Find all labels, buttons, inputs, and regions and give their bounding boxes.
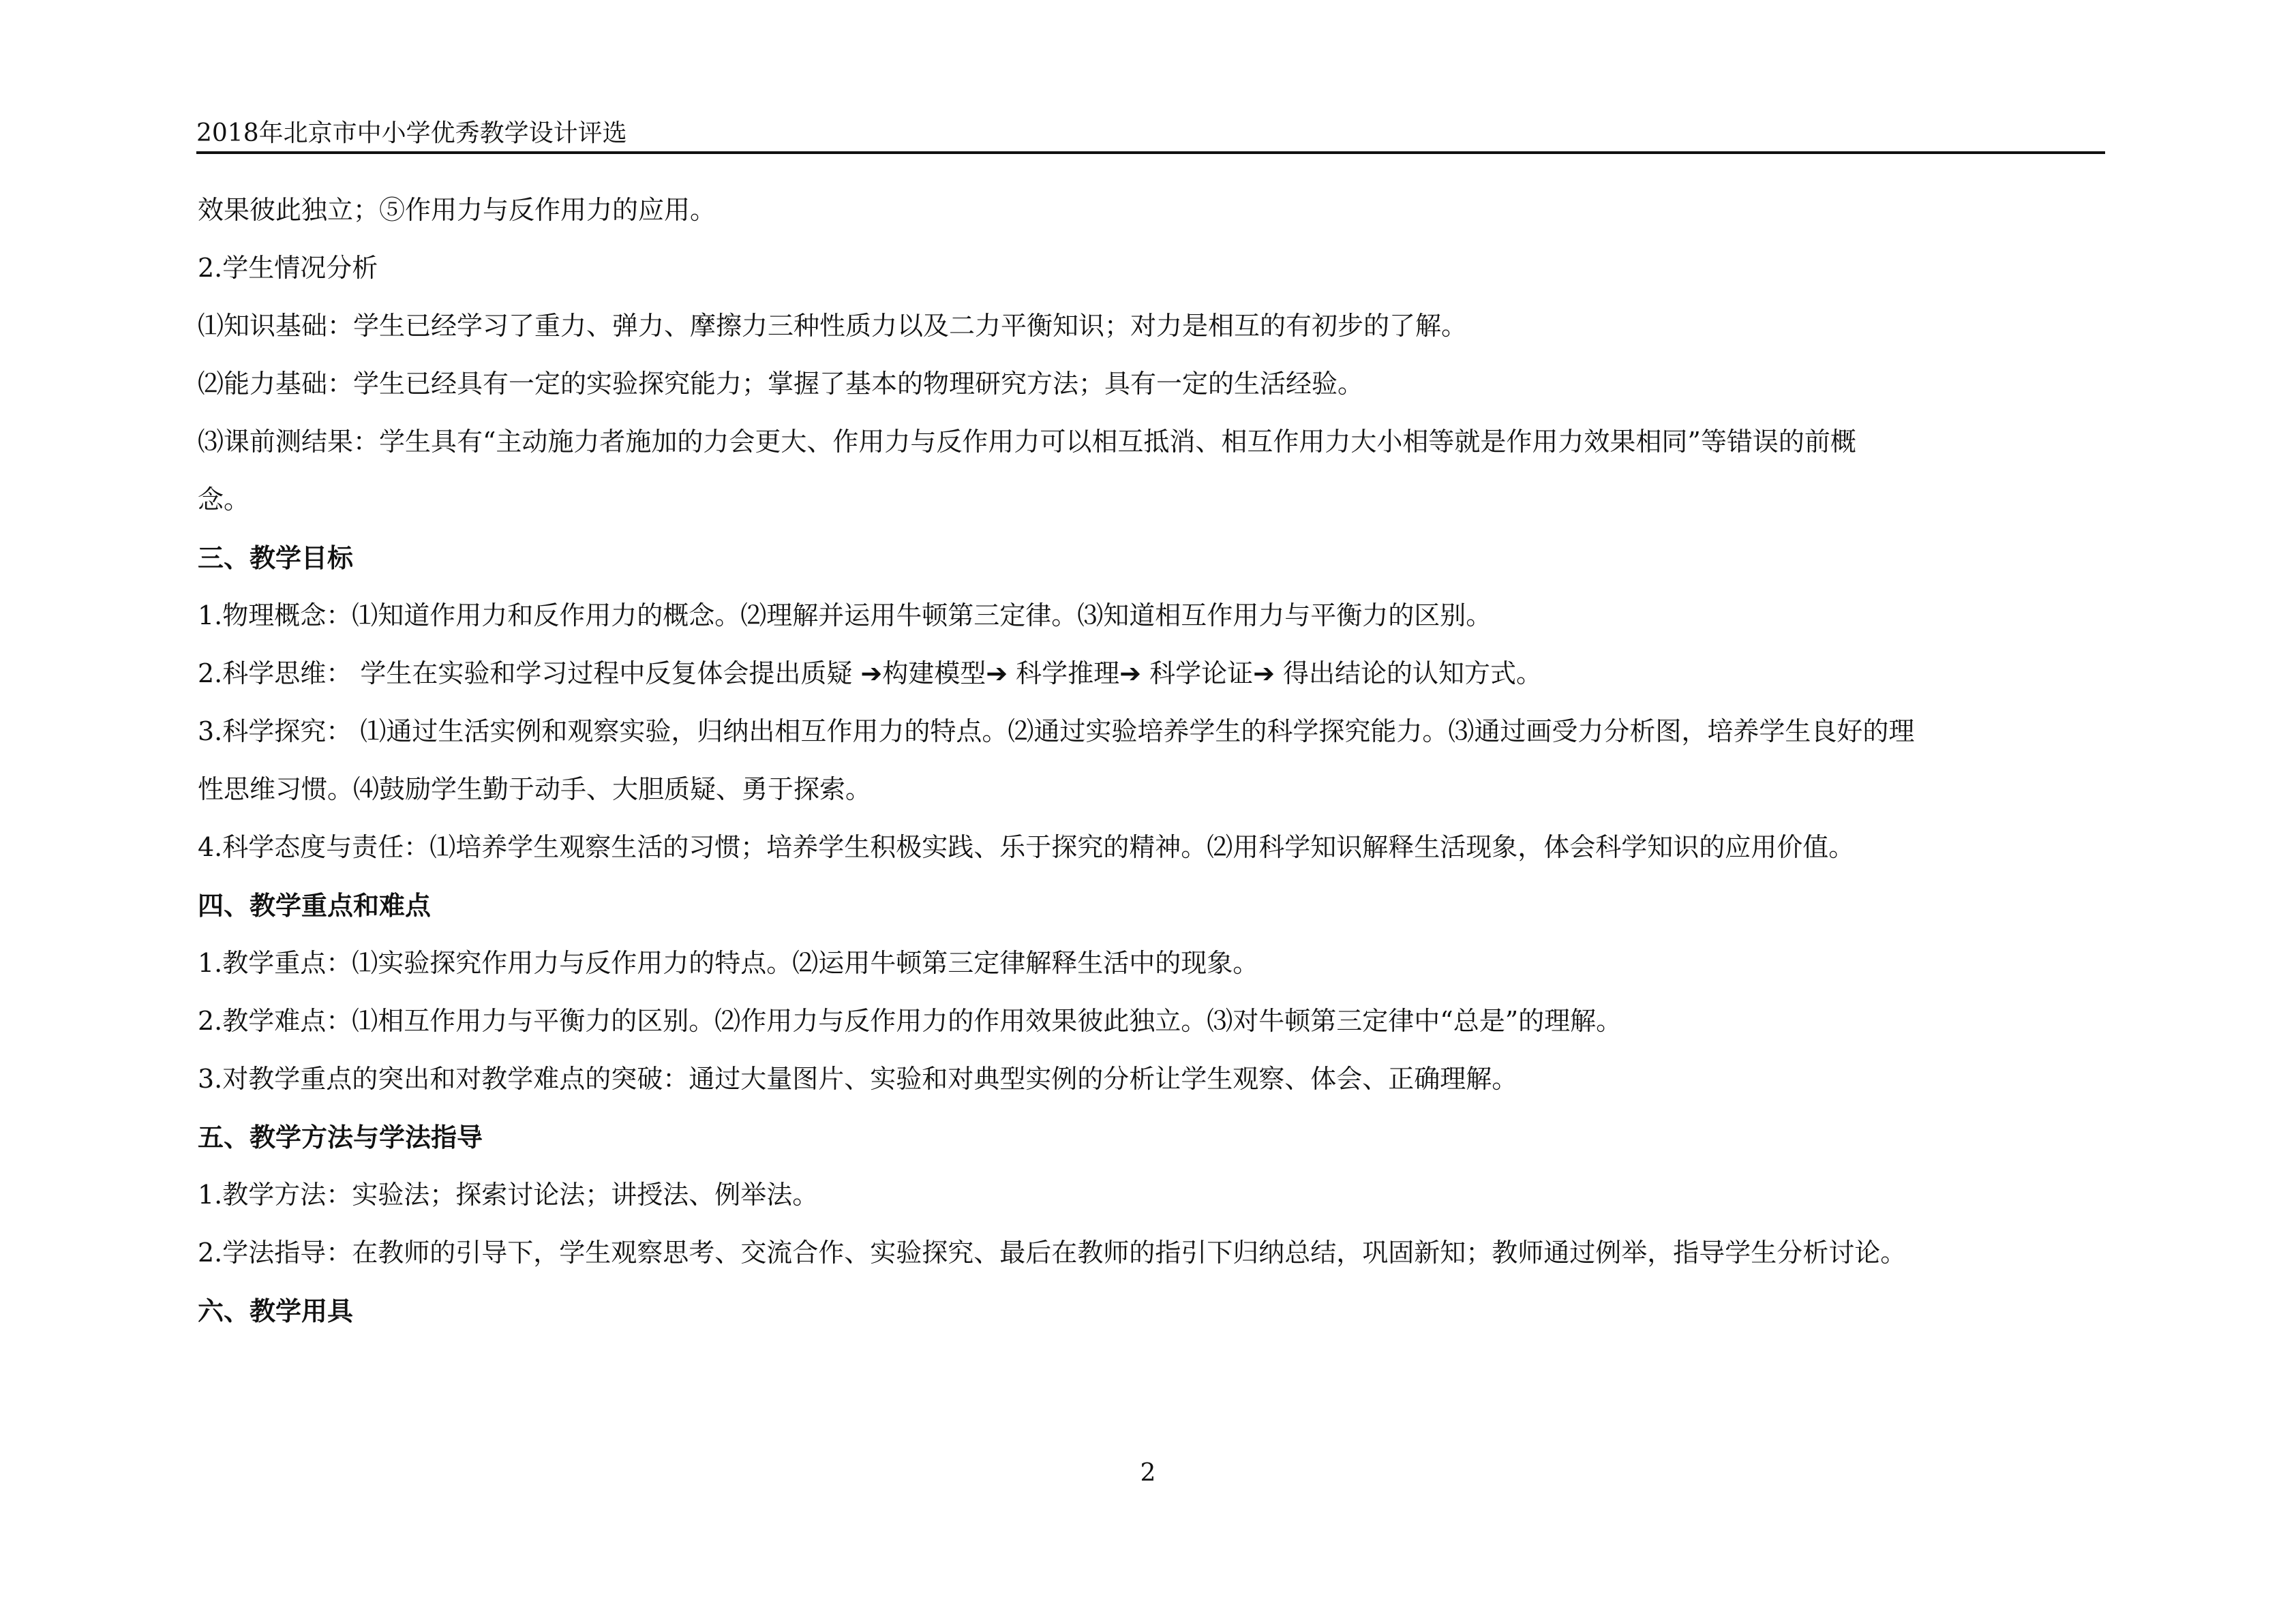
subheading: 2.学生情况分析 <box>198 253 378 283</box>
paragraph-line: 性思维习惯。⑷鼓励学生勤于动手、大胆质疑、勇于探索。 <box>198 774 872 804</box>
paragraph-line: 3.对教学重点的突出和对教学难点的突破：通过大量图片、实验和对典型实例的分析让学生观察、体会、正确理解。 <box>198 1064 1518 1094</box>
paragraph-line: ⑵能力基础：学生已经具有一定的实验探究能力；掌握了基本的物理研究方法；具有一定的生活经验。 <box>198 369 1364 399</box>
paragraph-line: 效果彼此独立；⑤作用力与反作用力的应用。 <box>198 195 716 225</box>
page-number: 2 <box>1140 1459 1156 1487</box>
paragraph-line: ⑴知识基础：学生已经学习了重力、弹力、摩擦力三种性质力以及二力平衡知识；对力是相互的有初步的了解。 <box>198 311 1468 341</box>
page-header <box>196 113 2105 154</box>
paragraph-line: 2.科学思维： 学生在实验和学习过程中反复体会提出质疑 ➔构建模型➔ 科学推理➔ 科学论证➔ 得出结论的认知方式。 <box>198 658 1543 688</box>
paragraph-line: 1.教学方法：实验法；探索讨论法；讲授法、例举法。 <box>198 1180 819 1210</box>
paragraph-line: ⑶课前测结果：学生具有“主动施力者施加的力会更大、作用力与反作用力可以相互抵消、相互作用力大小相等就是作用力效果相同”等错误的前概 <box>198 427 1856 457</box>
paragraph-line: 3.科学探究： ⑴通过生活实例和观察实验，归纳出相互作用力的特点。⑵通过实验培养学生的科学探究能力。⑶通过画受力分析图，培养学生良好的理 <box>198 716 1915 746</box>
section-heading: 六、教学用具 <box>198 1296 354 1326</box>
paragraph-line: 1.教学重点：⑴实验探究作用力与反作用力的特点。⑵运用牛顿第三定律解释生活中的现象。 <box>198 948 1259 978</box>
section-heading: 四、教学重点和难点 <box>198 890 432 921</box>
paragraph-line: 1.物理概念：⑴知道作用力和反作用力的概念。⑵理解并运用牛顿第三定律。⑶知道相互作用力与平衡力的区别。 <box>198 600 1492 630</box>
paragraph-line: 4.科学态度与责任：⑴培养学生观察生活的习惯；培养学生积极实践、乐于探究的精神。⑵用科学知识解释生活现象，体会科学知识的应用价值。 <box>198 832 1855 862</box>
document-body <box>198 181 2113 1340</box>
paragraph-line: 念。 <box>198 485 250 515</box>
paragraph-line: 2.教学难点：⑴相互作用力与平衡力的区别。⑵作用力与反作用力的作用效果彼此独立。⑶对牛顿第三定律中“总是”的理解。 <box>198 1006 1622 1036</box>
header-title: 2018年北京市中小学优秀教学设计评选 <box>196 119 627 147</box>
section-heading: 三、教学目标 <box>198 542 354 573</box>
paragraph-line: 2.学法指导：在教师的引导下，学生观察思考、交流合作、实验探究、最后在教师的指引下归纳总结，巩固新知；教师通过例举，指导学生分析讨论。 <box>198 1238 1907 1268</box>
section-heading: 五、教学方法与学法指导 <box>198 1122 483 1152</box>
